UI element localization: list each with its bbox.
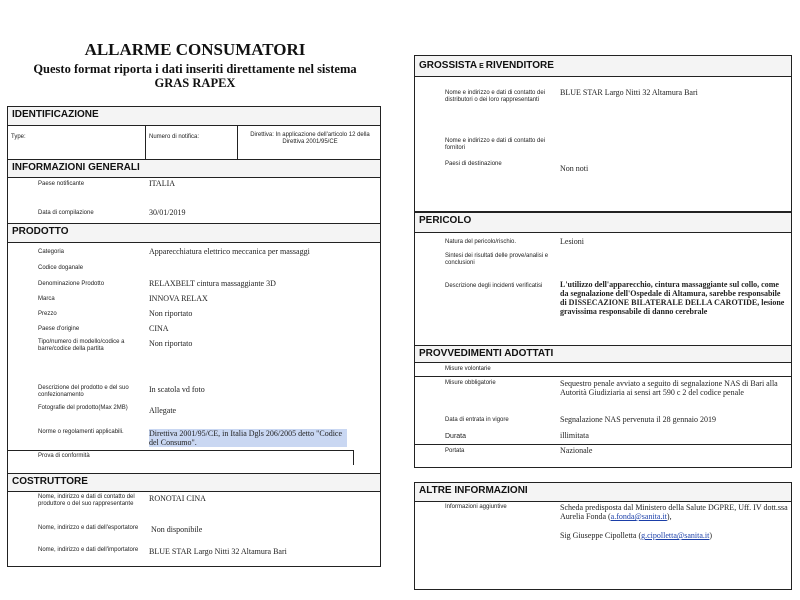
document-subtitle-line1: Questo format riporta i dati inseriti direttamente nel sistema xyxy=(33,62,357,76)
esportatore-label: Nome, indirizzo e dati dell'esportatore xyxy=(38,525,139,531)
misure-obbligatorie-label: Misure obbligatorie xyxy=(445,380,496,386)
cipolletta-email-link[interactable]: g.cipolletta@sanita.it xyxy=(641,531,710,540)
informazioni-aggiuntive-label: Informazioni aggiuntive xyxy=(445,504,507,510)
categoria-value: Apparecchiatura elettrico meccanica per massaggi xyxy=(149,247,310,256)
section-grossista-header xyxy=(415,56,791,77)
grossista-title-a: GROSSISTA xyxy=(419,60,478,71)
grossista-panel xyxy=(414,55,792,212)
marca-value: INNOVA RELAX xyxy=(149,294,208,303)
prezzo-label: Prezzo xyxy=(38,311,57,317)
distributori-value: BLUE STAR Largo Nitti 32 Altamura Bari xyxy=(560,88,698,97)
sintesi-risultati-label: Sintesi dei risultati delle prove/analisi e conclusioni xyxy=(445,253,549,266)
section-provvedimenti-header: PROVVEDIMENTI ADOTTATI xyxy=(415,345,791,363)
categoria-label: Categoria xyxy=(38,249,65,255)
informazioni-aggiuntive-text1 xyxy=(560,503,788,521)
prova-conformita-label: Prova di conformità xyxy=(38,453,90,459)
produttore-value: RONOTAI CINA xyxy=(149,494,206,503)
data-entrata-value: Segnalazione NAS pervenuta il 28 gennaio 2019 xyxy=(560,415,716,424)
natura-pericolo-label: Natura del pericolo/rischio. xyxy=(445,239,517,245)
section-altre-informazioni-header: ALTRE INFORMAZIONI xyxy=(415,483,791,502)
esportatore-value: Non disponibile xyxy=(151,525,203,534)
durata-value: illimitata xyxy=(560,431,589,440)
grossista-title-b: E xyxy=(477,63,486,70)
document-title: ALLARME CONSUMATORI xyxy=(84,40,306,59)
type-label: Type: xyxy=(11,134,26,140)
fornitori-label: Nome e indirizzo e dati di contatto dei fornitori xyxy=(445,138,546,151)
paese-origine-value: CINA xyxy=(149,324,169,333)
document-subtitle-line2: GRAS RAPEX xyxy=(154,76,236,90)
norme-label: Norme o regolamenti applicabili. xyxy=(38,429,124,435)
info-text2-end: ) xyxy=(709,531,713,540)
portata-value: Nazionale xyxy=(560,446,593,455)
natura-pericolo-value: Lesioni xyxy=(560,237,584,246)
prezzo-value: Non riportato xyxy=(149,309,193,318)
descrizione-incidenti-value: L'utilizzo dell'apparecchio, cintura massaggiante sul collo, come da segnalazione dell'Ospedale di Altamura, sarebbe responsabile di DISSECAZIONE BILATERALE DELLA CAROTIDE, lesione gravissima responsabile di danno cerebrale xyxy=(560,280,785,316)
pericolo-provvedimenti-panel xyxy=(414,212,792,468)
durata-label: Durata xyxy=(445,433,467,440)
notifica-label: Numero di notifica: xyxy=(149,134,200,140)
info-text1-end: ), xyxy=(666,512,672,521)
misure-obbligatorie-value: Sequestro penale avviato a seguito di segnalazione NAS di Bari alla Autorità Giudiziaria ai sensi art 590 c 2 del codice penale xyxy=(560,379,778,397)
direttiva-text: Direttiva: In applicazione dell'articolo 12 della Direttiva 2001/95/CE xyxy=(250,132,370,145)
descrizione-prodotto-label: Descrizione del prodotto e del suo confezionamento xyxy=(38,385,129,398)
data-entrata-label: Data di entrata in vigore xyxy=(445,417,509,423)
importatore-value: BLUE STAR Largo Nitti 32 Altamura Bari xyxy=(149,547,287,556)
fotografie-value: Allegate xyxy=(149,406,177,415)
altre-informazioni-panel xyxy=(414,482,792,590)
produttore-label: Nome, indirizzo e dati di contatto del produttore o del suo rappresentante xyxy=(38,494,135,507)
paesi-destinazione-label: Paesi di destinazione xyxy=(445,161,502,167)
info-text2: Sig Giuseppe Cipolletta ( xyxy=(560,531,642,540)
portata-label: Portata xyxy=(445,448,465,454)
section-pericolo-header: PERICOLO xyxy=(415,213,791,233)
fonda-email-link[interactable]: a.fonda@sanita.it xyxy=(610,512,667,521)
distributori-label: Nome e indirizzo e dati di contatto dei distributori o dei loro rappresentanti xyxy=(445,90,546,103)
info-text1: Scheda predisposta dal Ministero della Salute DGPRE, Uff. IV dott.ssa Aurelia Fonda ( xyxy=(560,503,788,521)
fotografie-label: Fotografie del prodotto(Max 2MB) xyxy=(38,405,128,411)
importatore-label: Nome, indirizzo e dati dell'importatore xyxy=(38,547,139,553)
paese-notificante-value: ITALIA xyxy=(149,179,176,188)
data-compilazione-value: 30/01/2019 xyxy=(149,208,186,217)
tipo-modello-label: Tipo/numero di modello/codice a barre/codice della partita xyxy=(38,339,125,352)
descrizione-incidenti-label: Descrizione degli incidenti verificatisi xyxy=(445,283,543,289)
marca-label: Marca xyxy=(38,296,55,302)
left-form-panel xyxy=(7,106,381,567)
section-costruttore-header: COSTRUTTORE xyxy=(8,473,380,492)
paese-origine-label: Paese d'origine xyxy=(38,326,80,332)
codice-doganale-label: Codice doganale xyxy=(38,265,84,271)
data-compilazione-label: Data di compilazione xyxy=(38,210,94,216)
section-info-generali-header: INFORMAZIONI GENERALI xyxy=(8,159,380,178)
descrizione-prodotto-value: In scatola vd foto xyxy=(149,385,205,394)
denominazione-value: RELAXBELT cintura massaggiante 3D xyxy=(149,279,276,288)
denominazione-label: Denominazione Prodotto xyxy=(38,281,105,287)
section-identificazione-header: IDENTIFICAZIONE xyxy=(8,107,380,126)
tipo-modello-value: Non riportato xyxy=(149,339,193,348)
paese-notificante-label: Paese notificante xyxy=(38,181,85,187)
misure-volontarie-label: Misure volontarie xyxy=(445,366,491,372)
informazioni-aggiuntive-text2 xyxy=(560,531,712,540)
grossista-title-c: RIVENDITORE xyxy=(485,60,554,71)
section-prodotto-header: PRODOTTO xyxy=(8,223,380,243)
norme-value: Direttiva 2001/95/CE, in Italia Dgls 206/2005 detto "Codice del Consumo". xyxy=(149,429,347,447)
paesi-destinazione-value: Non noti xyxy=(560,164,589,173)
